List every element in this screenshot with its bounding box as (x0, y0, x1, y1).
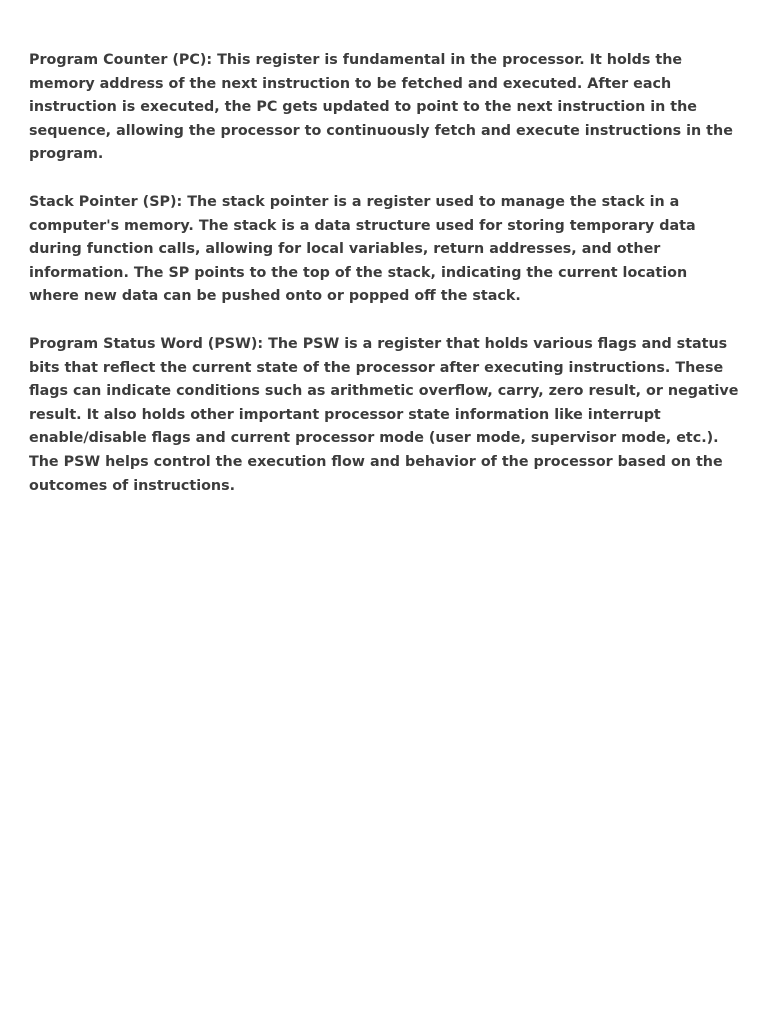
document-body (29, 49, 741, 522)
paragraph-stack-pointer: Stack Pointer (SP): The stack pointer is a register used to manage the stack in a computer's memory. The stack is a data structure used for storing temporary data during function calls, allowing for local variables, return addresses, and other information. The SP points to the top of the stack, indicating the current location where new data can be pushed onto or popped off the stack. (29, 193, 696, 305)
paragraph-program-counter: Program Counter (PC): This register is fundamental in the processor. It holds the memory address of the next instruction to be fetched and executed. After each instruction is executed, the PC gets updated to point to the next instruction in the sequence, allowing the processor to continuously fetch and execute instructions in the program. (29, 52, 733, 163)
paragraph-program-status-word: Program Status Word (PSW): The PSW is a register that holds various flags and status bits that reflect the current state of the processor after executing instructions. These flags can indicate conditions such as arithmetic overflow, carry, zero result, or negative result. It also holds other important processor state information like interrupt enable/disable flags and current processor mode (user mode, supervisor mode, etc.). The PSW helps control the execution flow and behavior of the processor based on the outcomes of instructions. (29, 335, 739, 494)
